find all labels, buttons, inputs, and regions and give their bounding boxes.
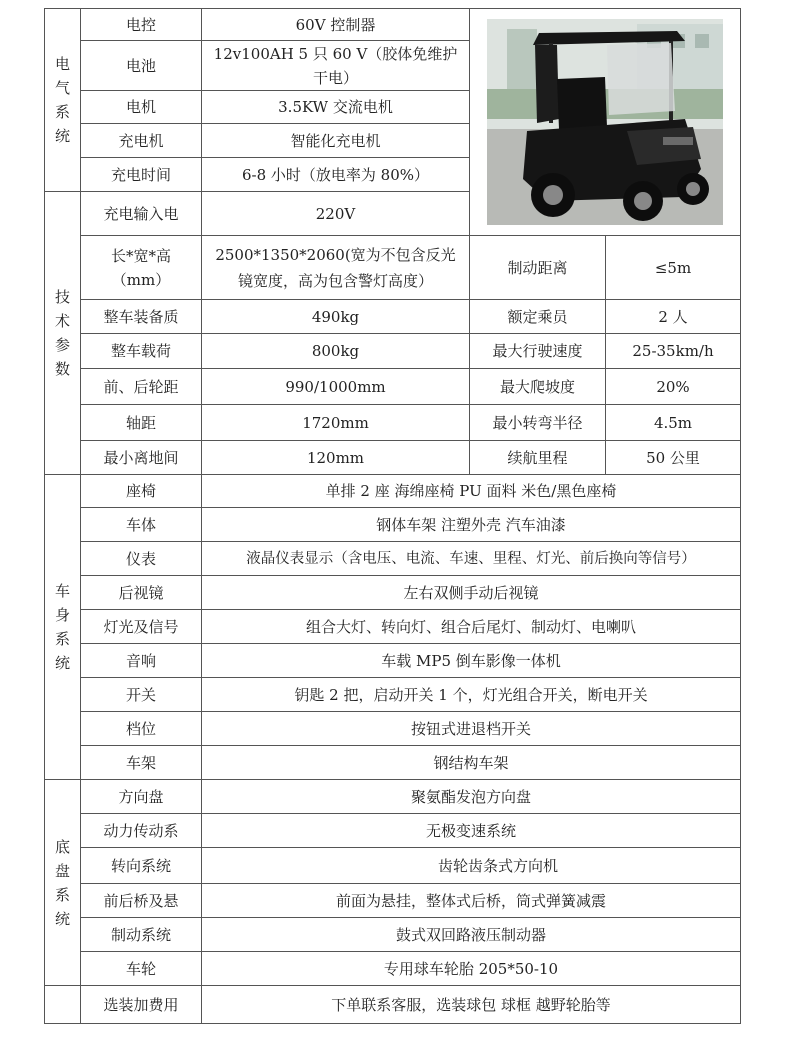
row-label: 前后桥及悬 bbox=[81, 884, 202, 918]
row-value: 220V bbox=[202, 192, 470, 236]
row-value: 无极变速系统 bbox=[202, 814, 741, 848]
row-label: 轴距 bbox=[81, 405, 202, 441]
row-label: 最小离地间 bbox=[81, 441, 202, 475]
table-row bbox=[45, 9, 741, 41]
table-row bbox=[45, 848, 741, 884]
section-chassis: 底盘系统 bbox=[45, 780, 81, 986]
table-row bbox=[45, 986, 741, 1024]
row-value: 1720mm bbox=[202, 405, 470, 441]
row-value: 60V 控制器 bbox=[202, 9, 470, 41]
spec-table bbox=[44, 8, 741, 1024]
row-value: 12v100AH 5 只 60 V（胶体免维护干电） bbox=[202, 41, 470, 91]
table-row bbox=[45, 542, 741, 576]
table-row bbox=[45, 644, 741, 678]
section-optional bbox=[45, 986, 81, 1024]
row-value: 前面为悬挂，整体式后桥，筒式弹簧减震 bbox=[202, 884, 741, 918]
row-value: 鼓式双回路液压制动器 bbox=[202, 918, 741, 952]
row-value: 990/1000mm bbox=[202, 369, 470, 405]
row-label: 电控 bbox=[81, 9, 202, 41]
table-row bbox=[45, 576, 741, 610]
table-row bbox=[45, 918, 741, 952]
row-label: 充电输入电 bbox=[81, 192, 202, 236]
row-label: 电机 bbox=[81, 91, 202, 124]
row-value: 液晶仪表显示（含电压、电流、车速、里程、灯光、前后换向等信号） bbox=[202, 542, 741, 576]
row-label-2: 制动距离 bbox=[470, 236, 606, 300]
row-value: 齿轮齿条式方向机 bbox=[202, 848, 741, 884]
table-row bbox=[45, 712, 741, 746]
row-label: 充电时间 bbox=[81, 158, 202, 192]
row-label: 后视镜 bbox=[81, 576, 202, 610]
golf-cart-photo bbox=[487, 19, 723, 225]
table-row bbox=[45, 884, 741, 918]
row-label: 整车装备质 bbox=[81, 300, 202, 334]
row-value: 专用球车轮胎 205*50-10 bbox=[202, 952, 741, 986]
row-value: 智能化充电机 bbox=[202, 124, 470, 158]
row-label: 车架 bbox=[81, 746, 202, 780]
row-value: 单排 2 座 海绵座椅 PU 面料 米色/黑色座椅 bbox=[202, 475, 741, 508]
row-label: 车轮 bbox=[81, 952, 202, 986]
table-row bbox=[45, 678, 741, 712]
table-row bbox=[45, 508, 741, 542]
row-label: 档位 bbox=[81, 712, 202, 746]
row-value: 车载 MP5 倒车影像一体机 bbox=[202, 644, 741, 678]
row-label-2: 续航里程 bbox=[470, 441, 606, 475]
row-label: 座椅 bbox=[81, 475, 202, 508]
table-row bbox=[45, 952, 741, 986]
product-photo-cell bbox=[470, 9, 741, 236]
table-row bbox=[45, 334, 741, 369]
row-value: 钥匙 2 把，启动开关 1 个，灯光组合开关，断电开关 bbox=[202, 678, 741, 712]
dimensions-label: 长*宽*高 bbox=[110, 246, 171, 265]
section-electrical: 电气系统 bbox=[45, 9, 81, 192]
golf-cart-icon bbox=[487, 19, 723, 225]
section-technical: 技术参数 bbox=[45, 192, 81, 475]
row-value-2: 2 人 bbox=[606, 300, 741, 334]
row-value-2: ≤5m bbox=[606, 236, 741, 300]
row-label: 转向系统 bbox=[81, 848, 202, 884]
row-label: 灯光及信号 bbox=[81, 610, 202, 644]
row-value-2: 50 公里 bbox=[606, 441, 741, 475]
table-row bbox=[45, 610, 741, 644]
table-row bbox=[45, 441, 741, 475]
row-label-2: 最大爬坡度 bbox=[470, 369, 606, 405]
dimensions-unit: （mm） bbox=[111, 270, 171, 289]
row-label: 整车载荷 bbox=[81, 334, 202, 369]
row-value: 按钮式进退档开关 bbox=[202, 712, 741, 746]
row-label: 仪表 bbox=[81, 542, 202, 576]
row-label: 前、后轮距 bbox=[81, 369, 202, 405]
row-label: 制动系统 bbox=[81, 918, 202, 952]
row-label: 充电机 bbox=[81, 124, 202, 158]
row-value: 120mm bbox=[202, 441, 470, 475]
row-value: 下单联系客服，选装球包 球框 越野轮胎等 bbox=[202, 986, 741, 1024]
row-value: 钢体车架 注塑外壳 汽车油漆 bbox=[202, 508, 741, 542]
row-value: 组合大灯、转向灯、组合后尾灯、制动灯、电喇叭 bbox=[202, 610, 741, 644]
row-label: 开关 bbox=[81, 678, 202, 712]
row-value: 2500*1350*2060(宽为不包含反光镜宽度，高为包含警灯高度） bbox=[202, 236, 470, 300]
row-label: 方向盘 bbox=[81, 780, 202, 814]
row-value: 左右双侧手动后视镜 bbox=[202, 576, 741, 610]
table-row bbox=[45, 814, 741, 848]
row-value-2: 4.5m bbox=[606, 405, 741, 441]
row-label-2: 最小转弯半径 bbox=[470, 405, 606, 441]
row-value-2: 20% bbox=[606, 369, 741, 405]
row-value: 800kg bbox=[202, 334, 470, 369]
row-label bbox=[81, 236, 202, 300]
row-value-2: 25-35km/h bbox=[606, 334, 741, 369]
row-label: 动力传动系 bbox=[81, 814, 202, 848]
row-label: 选装加费用 bbox=[81, 986, 202, 1024]
table-row bbox=[45, 369, 741, 405]
section-body: 车身系统 bbox=[45, 475, 81, 780]
row-value: 钢结构车架 bbox=[202, 746, 741, 780]
row-label-2: 额定乘员 bbox=[470, 300, 606, 334]
row-value: 490kg bbox=[202, 300, 470, 334]
row-value: 聚氨酯发泡方向盘 bbox=[202, 780, 741, 814]
table-row bbox=[45, 475, 741, 508]
row-label: 音响 bbox=[81, 644, 202, 678]
table-row bbox=[45, 405, 741, 441]
table-row bbox=[45, 746, 741, 780]
row-label-2: 最大行驶速度 bbox=[470, 334, 606, 369]
table-row bbox=[45, 300, 741, 334]
table-row bbox=[45, 236, 741, 300]
row-label: 车体 bbox=[81, 508, 202, 542]
row-value: 3.5KW 交流电机 bbox=[202, 91, 470, 124]
row-label: 电池 bbox=[81, 41, 202, 91]
row-value: 6-8 小时（放电率为 80%） bbox=[202, 158, 470, 192]
table-row bbox=[45, 780, 741, 814]
